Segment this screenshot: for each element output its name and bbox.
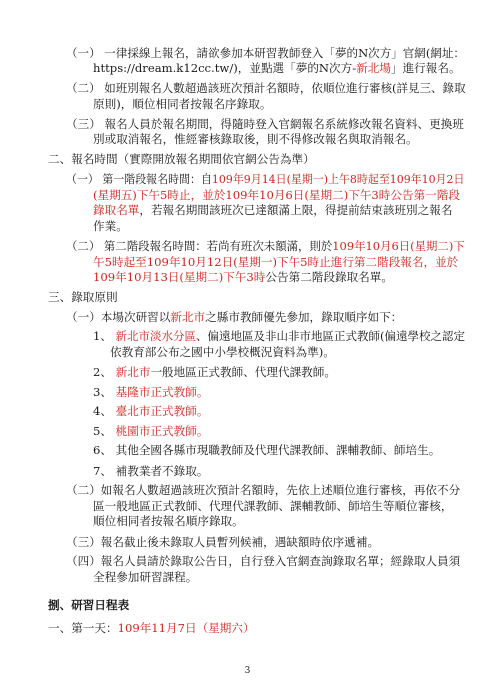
text-segment: 順位相同者按報名順序錄取。 (93, 514, 244, 528)
text-line (66, 116, 464, 132)
text-line (66, 534, 379, 550)
text-segment: 新北場 (356, 61, 391, 75)
text-segment: 公告第二階段錄取名單。 (265, 270, 393, 284)
text-line (93, 218, 128, 234)
text-segment: 新北市 (170, 310, 206, 324)
text-segment: （一） 一律採線上報名，請欲參加本研習教師登入「夢的N次方」官網(網址： (66, 46, 465, 60)
text-line (66, 171, 464, 187)
text-line (93, 423, 208, 439)
text-line (93, 498, 452, 514)
text-line (93, 96, 271, 112)
text-line (48, 289, 118, 305)
text-segment: （二）如報名人數超過該班次預計名額時，先依上述順位進行審核，再依不分 (66, 483, 461, 497)
text-segment: 別或取消報名，惟經審核錄取後，則不得修改報名與取消報名。 (93, 132, 418, 146)
text-segment: 109年11月7日（星期六） (117, 621, 255, 635)
text-segment: （四）報名人員請於錄取公告日，自行登入官網查詢錄取名單；經錄取人員須 (66, 554, 461, 568)
text-line (66, 482, 460, 498)
text-segment: 依教育部公布之國中小學校概況資料為準)。 (110, 345, 335, 359)
text-segment: （三）報名截止後未錄取人員暫列候補，遇缺額時依序遞補。 (66, 535, 380, 549)
text-segment: 3、 (93, 385, 116, 399)
text-line (93, 131, 418, 147)
text-line (48, 620, 255, 636)
text-segment: （二） 如班別報名人數超過該班次預計名額時，依順位進行審核(詳見三、錄取 (66, 81, 466, 95)
text-segment: 桃園市正式教師。 (115, 424, 209, 438)
text-segment: 、偏遠地區及非山非市地區正式教師(偏遠學校之認定 (195, 329, 466, 343)
text-segment: 二、報名時間（實際開放報名期間依官網公告為準） (48, 152, 315, 166)
text-segment: 捌、研習日程表 (48, 598, 130, 612)
text-line (93, 463, 208, 479)
text-segment: 臺北市正式教師。 (115, 404, 209, 418)
text-line (93, 202, 452, 218)
text-segment: 作業。 (93, 219, 128, 233)
text-segment: https://dream.k12cc.tw/)，並點選「夢的N次方- (93, 61, 357, 75)
text-segment: (星期五)下午5時止，並於109年10月6日(星期二)下午3時公告第一階段 (93, 188, 460, 202)
text-segment: 午5時起至109年10月12日(星期一)下午5時止進行第二階段報名，並於 (93, 255, 459, 269)
text-line (66, 238, 465, 254)
text-line (93, 569, 197, 585)
text-line (48, 151, 315, 167)
text-segment: （二） 第二階段報名時間：若尚有班次未額滿，則於 (66, 239, 333, 253)
text-segment: 原則)，順位相同者按報名序錄取。 (93, 97, 272, 111)
text-segment: 」進行報名。 (390, 61, 461, 75)
page-number: 3 (244, 666, 251, 676)
text-segment: ，若報名期間該班次已達額滿上限，得提前結束該班別之報名 (139, 203, 453, 217)
text-segment: 錄取名單 (93, 203, 140, 217)
text-segment: 7、 補教業者不錄取。 (93, 464, 209, 478)
text-segment: 之縣市教師優先參加，錄取順序如下： (205, 310, 403, 324)
text-segment: 一、第一天： (48, 621, 118, 635)
text-segment: 1、 (93, 329, 116, 343)
text-line (110, 344, 335, 360)
text-segment: （三） 報名人員於報名期間，得隨時登入官網報名系統修改報名資料、更換班 (66, 117, 464, 131)
text-segment: 基隆市正式教師。 (115, 385, 209, 399)
text-segment: 5、 (93, 424, 116, 438)
text-line (93, 269, 393, 285)
text-segment: 三、錄取原則 (48, 290, 118, 304)
text-line (93, 60, 461, 76)
text-segment: 新北市 (115, 365, 151, 379)
text-line (66, 553, 460, 569)
text-segment: 6、 其他全國各縣市現職教師及代理代課教師、課輔教師、師培生。 (93, 443, 441, 457)
text-segment: 一般地區正式教師、代理代課教師。 (150, 365, 336, 379)
text-line (93, 254, 458, 270)
text-segment: （一） 第一階段報名時間：自 (66, 172, 212, 186)
text-line (48, 597, 129, 613)
text-line (66, 45, 465, 61)
text-line (93, 384, 208, 400)
text-segment: （一）本場次研習以 (66, 310, 171, 324)
text-line (93, 442, 440, 458)
text-line (93, 187, 460, 203)
text-line (93, 403, 208, 419)
text-line (93, 364, 336, 380)
text-segment: 4、 (93, 404, 116, 418)
text-segment: 全程參加研習課程。 (93, 570, 198, 584)
text-line (93, 513, 244, 529)
text-segment: 2、 (93, 365, 116, 379)
text-segment: 109年10月13日(星期二)下午3時 (93, 270, 266, 284)
text-line (66, 309, 402, 325)
text-segment: 新北市淡水分區 (115, 329, 196, 343)
text-segment: 區一般地區正式教師、代理代課教師、課輔教師、師培生等順位審核， (93, 499, 453, 513)
text-line (66, 80, 466, 96)
text-segment: 109年9月14日(星期一)上午8時起至109年10月2日 (211, 172, 465, 186)
text-segment: 109年10月6日(星期二)下 (332, 239, 465, 253)
text-line (93, 328, 465, 344)
